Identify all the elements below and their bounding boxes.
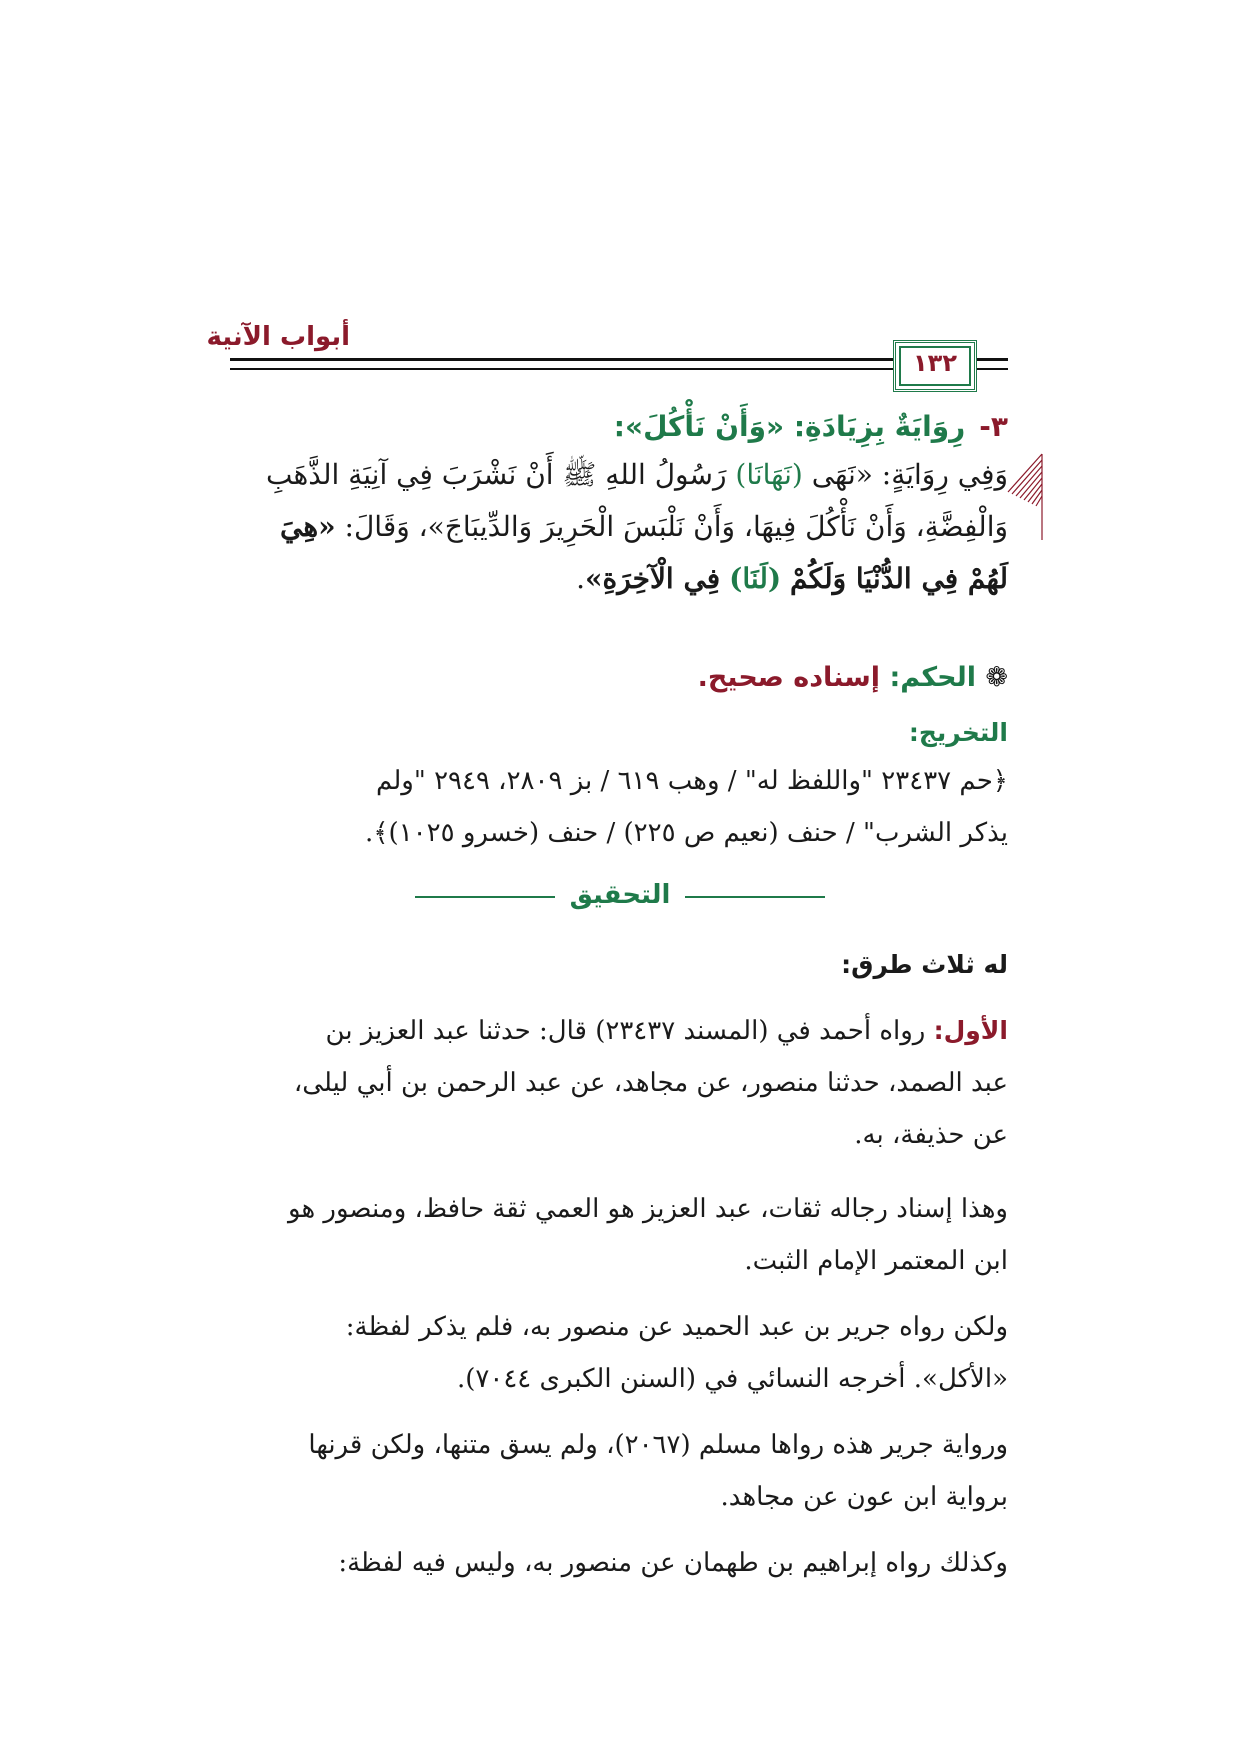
hadith-line-1 [266, 458, 1008, 498]
hadith-variant: (نَهَانَا) [735, 458, 803, 491]
paragraph-line: ورواية جرير هذه رواها مسلم (٢٠٦٧)، ولم يسق متنها، ولكن قرنها [308, 1430, 1008, 1460]
paragraph-line: برواية ابن عون عن مجاهد. [720, 1482, 1008, 1512]
page-number-frame [893, 340, 977, 392]
divider-line-left [415, 896, 555, 898]
hadith-text: رَسُولُ اللهِ ﷺ أَنْ نَشْرَبَ فِي آنِيَةِ الذَّهَبِ [266, 458, 727, 491]
divider-line-right [685, 896, 825, 898]
paragraph-line: عن حذيفة، به. [854, 1120, 1008, 1150]
section-number: ٣- [979, 410, 1008, 443]
hadith-emphasis: «هِيَ [280, 510, 336, 543]
hadith-block [238, 456, 1008, 614]
hadith-variant: (لَنَا) [729, 562, 782, 595]
page-number: ١٣٢ [913, 349, 957, 377]
hadith-text: وَفِي رِوَايَةٍ: «نَهَى [811, 458, 1008, 491]
hadith-emphasis: لَهُمْ فِي الدُّنْيَا وَلَكُمْ [790, 562, 1008, 595]
hadith-text: . [576, 562, 586, 595]
header-rule-top [230, 358, 1008, 361]
paragraph-line: ولكن رواه جرير بن عبد الحميد عن منصور به، فلم يذكر لفظة: [345, 1312, 1008, 1342]
divider-title: التحقيق [569, 880, 671, 910]
paragraph-line: وكذلك رواه إبراهيم بن طهمان عن منصور به، وليس فيه لفظة: [338, 1548, 1008, 1578]
header-rule-bottom [230, 368, 1008, 370]
takhrij-line: يذكر الشرب" / حنف (نعيم ص ٢٢٥) / حنف (خسرو ١٠٢٥)﴾. [365, 818, 1008, 848]
paragraph-line: وهذا إسناد رجاله ثقات، عبد العزيز هو العمي ثقة حافظ، ومنصور هو [288, 1194, 1008, 1224]
ruling-label: الحكم: [889, 662, 976, 693]
running-title: أبواب الآنية [206, 322, 350, 352]
section-title [614, 410, 1008, 443]
hadith-text: وَالْفِضَّةِ، وَأَنْ نَأْكُلَ فِيهَا، وَأَنْ نَلْبَسَ الْحَرِيرَ وَالدِّيبَاجَ»، وَقَالَ: [335, 510, 1008, 543]
paragraph-line: «الأكل». أخرجه النسائي في (السنن الكبرى ٧٠٤٤). [456, 1364, 1008, 1394]
first-path-label: الأول: [933, 1016, 1008, 1045]
takhrij-heading: التخريج: [908, 718, 1008, 747]
paths-intro: له ثلاث طرق: [841, 950, 1008, 979]
paragraph-line: ابن المعتمر الإمام الثبت. [744, 1246, 1008, 1276]
rosette-icon: ❁ [985, 662, 1008, 693]
section-title-text: رِوَايَةٌ بِزِيَادَةِ: «وَأَنْ نَأْكُلَ»: [613, 410, 966, 443]
hadith-line-2 [280, 510, 1008, 543]
section-divider [415, 876, 825, 916]
paragraph-text: رواه أحمد في (المسند ٢٣٤٣٧) قال: حدثنا عبد العزيز بن [325, 1016, 934, 1046]
takhrij-line: ﴿حم ٢٣٤٣٧ "واللفظ له" / وهب ٦١٩ / بز ٢٨٠٩، ٢٩٤٩ "ولم [376, 766, 1008, 796]
paragraph-line [326, 1016, 1008, 1046]
corner-ornament-icon [1006, 452, 1046, 542]
ruling-value: إسناده صحيح. [697, 662, 881, 693]
paragraph-line: عبد الصمد، حدثنا منصور، عن مجاهد، عن عبد الرحمن بن أبي ليلى، [293, 1068, 1008, 1098]
hadith-emphasis: فِي الْآخِرَةِ» [585, 562, 721, 595]
hadith-line-3 [576, 562, 1008, 595]
ruling [698, 662, 1008, 693]
